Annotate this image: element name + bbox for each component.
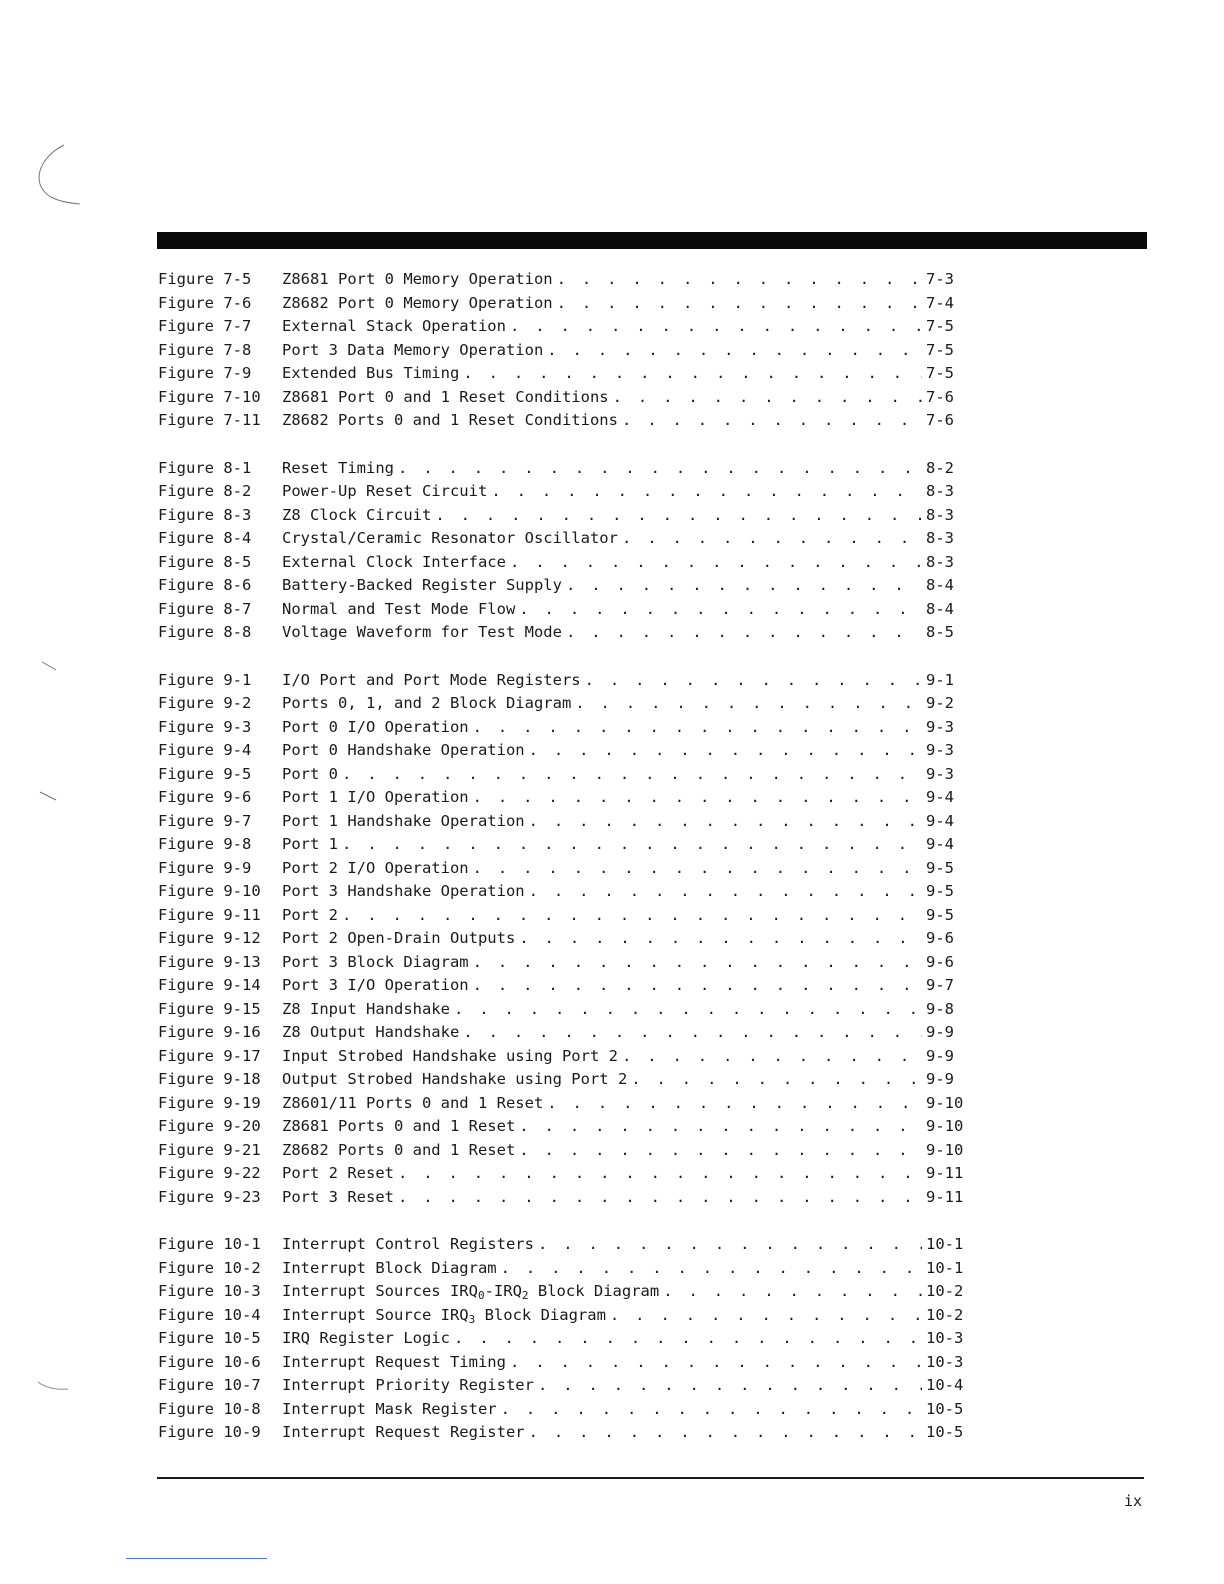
figure-number: Figure 8-8 xyxy=(158,623,252,641)
footer-rule xyxy=(157,1477,1144,1479)
figure-entry xyxy=(158,623,974,647)
figure-title: Extended Bus Timing xyxy=(282,364,460,382)
figure-entry xyxy=(158,388,974,412)
dot-leader xyxy=(519,1141,922,1159)
figure-title: Interrupt Priority Register xyxy=(282,1376,534,1394)
page-ref: 7-5 xyxy=(926,317,954,335)
figure-entry xyxy=(158,1023,974,1047)
figure-title: Z8 Input Handshake xyxy=(282,999,450,1018)
figure-number: Figure 7-11 xyxy=(158,411,261,429)
figure-entry xyxy=(158,694,974,718)
figure-number: Figure 10-6 xyxy=(158,1352,261,1371)
figure-title: Interrupt Mask Register xyxy=(282,1399,497,1418)
subscript: 2 xyxy=(521,1289,529,1302)
page-ref: 9-2 xyxy=(926,694,954,712)
page-ref: 10-1 xyxy=(926,1235,964,1253)
figure-number: Figure 10-9 xyxy=(158,1423,261,1441)
figure-entry xyxy=(158,835,974,859)
margin-tick-mark xyxy=(40,660,60,674)
figure-entry xyxy=(158,1423,974,1447)
dot-leader xyxy=(501,1400,922,1418)
subscript: 3 xyxy=(468,1312,476,1326)
figure-title: Port 2 Reset xyxy=(282,1164,394,1182)
figure-entry xyxy=(158,1235,974,1259)
figure-number: Figure 9-2 xyxy=(158,694,252,712)
figure-number: Figure 9-19 xyxy=(158,1093,261,1112)
dot-leader xyxy=(529,812,922,830)
title-part: Interrupt Source IRQ xyxy=(282,1305,469,1324)
figure-title: Port 1 Handshake Operation xyxy=(282,811,525,830)
dot-leader xyxy=(631,1070,922,1088)
figure-number: Figure 7-8 xyxy=(158,340,252,359)
dot-leader xyxy=(491,482,922,500)
figure-number: Figure 10-1 xyxy=(158,1235,261,1253)
figure-number: Figure 9-10 xyxy=(158,882,261,900)
page-ref: 8-3 xyxy=(926,505,954,524)
page-ref: 10-5 xyxy=(926,1423,964,1441)
figure-title: Port 1 I/O Operation xyxy=(282,788,469,806)
figure-number: Figure 8-6 xyxy=(158,576,252,594)
dot-leader xyxy=(454,1000,922,1018)
figure-entry xyxy=(158,671,974,695)
figure-number: Figure 9-18 xyxy=(158,1070,261,1088)
figure-title xyxy=(282,1306,610,1324)
figure-group xyxy=(158,671,974,1212)
dot-leader xyxy=(510,317,922,335)
page-number: ix xyxy=(1124,1492,1143,1510)
figure-entry xyxy=(158,1188,974,1212)
figure-title: Z8681 Port 0 and 1 Reset Conditions xyxy=(282,387,609,406)
dot-leader xyxy=(510,553,922,571)
dot-leader xyxy=(454,1329,922,1347)
page-ref: 9-9 xyxy=(926,1023,954,1041)
figure-entry xyxy=(158,882,974,906)
figure-number: Figure 10-4 xyxy=(158,1305,261,1324)
page-ref: 9-6 xyxy=(926,929,954,947)
figure-entry xyxy=(158,294,974,318)
figure-entry xyxy=(158,270,974,294)
figure-number: Figure 9-5 xyxy=(158,764,252,783)
figure-entry xyxy=(158,411,974,435)
figure-entry xyxy=(158,553,974,577)
page-ref: 9-11 xyxy=(926,1187,964,1206)
figure-number: Figure 7-9 xyxy=(158,364,252,382)
dot-leader xyxy=(538,1376,922,1394)
dot-leader xyxy=(575,694,922,712)
figure-entry xyxy=(158,929,974,953)
page-ref: 9-4 xyxy=(926,788,954,806)
margin-tick-mark xyxy=(38,790,62,804)
figure-entry xyxy=(158,1306,974,1330)
figure-entry xyxy=(158,1117,974,1141)
page-ref: 10-2 xyxy=(926,1282,964,1300)
figure-number: Figure 9-23 xyxy=(158,1187,261,1206)
figure-number: Figure 9-15 xyxy=(158,999,261,1018)
dot-leader xyxy=(566,576,922,594)
page-ref: 9-8 xyxy=(926,999,954,1018)
figure-number: Figure 10-5 xyxy=(158,1329,261,1347)
dot-leader xyxy=(519,929,922,947)
figure-entry xyxy=(158,317,974,341)
dot-leader xyxy=(538,1235,922,1253)
figure-title: Voltage Waveform for Test Mode xyxy=(282,623,562,641)
figure-number: Figure 9-8 xyxy=(158,835,252,853)
figure-number: Figure 10-3 xyxy=(158,1282,261,1300)
figure-entry xyxy=(158,906,974,930)
figure-title: Interrupt Control Registers xyxy=(282,1235,534,1253)
figure-title: Battery-Backed Register Supply xyxy=(282,576,562,594)
figure-number: Figure 9-11 xyxy=(158,905,261,924)
dot-leader xyxy=(529,741,922,759)
figure-number: Figure 10-2 xyxy=(158,1258,261,1277)
figure-title: Port 3 Data Memory Operation xyxy=(282,340,544,359)
dot-leader xyxy=(547,341,922,359)
figure-entry xyxy=(158,1400,974,1424)
page-ref: 9-5 xyxy=(926,858,954,877)
dot-leader xyxy=(547,1094,922,1112)
page-ref: 9-6 xyxy=(926,952,954,971)
figure-title: Power-Up Reset Circuit xyxy=(282,482,488,500)
figure-title: Output Strobed Handshake using Port 2 xyxy=(282,1070,628,1088)
dot-leader xyxy=(610,1306,922,1324)
figure-entry xyxy=(158,1141,974,1165)
figure-title: Interrupt Request Register xyxy=(282,1423,525,1441)
dot-leader xyxy=(398,1188,922,1206)
figure-entry xyxy=(158,1094,974,1118)
figure-entry xyxy=(158,1329,974,1353)
figure-title: Crystal/Ceramic Resonator Oscillator xyxy=(282,529,618,547)
page-ref: 9-10 xyxy=(926,1140,964,1159)
figure-title: Port 2 xyxy=(282,905,338,924)
page-ref: 9-10 xyxy=(926,1117,964,1135)
figure-number: Figure 7-6 xyxy=(158,293,252,312)
title-part: Block Diagram xyxy=(475,1305,606,1324)
dot-leader xyxy=(473,788,922,806)
blue-underline-artifact xyxy=(126,1558,267,1559)
dot-leader xyxy=(342,765,922,783)
figure-title: Z8601/11 Ports 0 and 1 Reset xyxy=(282,1093,544,1112)
figure-title: Port 2 I/O Operation xyxy=(282,858,469,877)
dot-leader xyxy=(398,459,922,477)
figure-title: Port 2 Open-Drain Outputs xyxy=(282,929,516,947)
figure-title: External Clock Interface xyxy=(282,552,506,571)
figure-number: Figure 8-4 xyxy=(158,529,252,547)
figure-entry xyxy=(158,859,974,883)
figure-number: Figure 9-13 xyxy=(158,952,261,971)
figure-entry xyxy=(158,1000,974,1024)
figure-number: Figure 8-7 xyxy=(158,599,252,618)
dot-leader xyxy=(519,600,922,618)
figure-number: Figure 8-3 xyxy=(158,505,252,524)
figure-title: Port 3 Block Diagram xyxy=(282,952,469,971)
figure-entry xyxy=(158,788,974,812)
margin-tick-mark xyxy=(36,1380,70,1392)
dot-leader xyxy=(473,953,922,971)
page-ref: 10-1 xyxy=(926,1258,964,1277)
figure-entry xyxy=(158,718,974,742)
page-ref: 9-3 xyxy=(926,741,954,759)
figure-number: Figure 8-5 xyxy=(158,552,252,571)
figure-entry xyxy=(158,741,974,765)
page-ref: 10-2 xyxy=(926,1305,964,1324)
figure-number: Figure 9-7 xyxy=(158,811,252,830)
subscript: 0 xyxy=(477,1289,485,1302)
figure-number: Figure 9-6 xyxy=(158,788,252,806)
page-ref: 8-3 xyxy=(926,482,954,500)
figure-number: Figure 10-7 xyxy=(158,1376,261,1394)
figure-entry xyxy=(158,812,974,836)
figure-title: External Stack Operation xyxy=(282,317,506,335)
figure-title: Port 0 I/O Operation xyxy=(282,717,469,736)
figure-title xyxy=(282,1282,663,1300)
figure-title: Port 1 xyxy=(282,835,338,853)
figure-number: Figure 8-2 xyxy=(158,482,252,500)
dot-leader xyxy=(463,1023,922,1041)
page-ref: 7-6 xyxy=(926,411,954,429)
dot-leader xyxy=(622,1047,922,1065)
figure-title: Z8 Clock Circuit xyxy=(282,505,432,524)
figure-entry xyxy=(158,1376,974,1400)
page-ref: 9-5 xyxy=(926,882,954,900)
title-part: Block Diagram xyxy=(528,1282,660,1300)
dot-leader xyxy=(663,1282,922,1300)
header-bar xyxy=(157,232,1147,249)
dot-leader xyxy=(473,718,922,736)
page-ref: 9-1 xyxy=(926,670,954,689)
figure-title: Input Strobed Handshake using Port 2 xyxy=(282,1046,618,1065)
dot-leader xyxy=(342,906,922,924)
dot-leader xyxy=(622,529,922,547)
page-ref: 10-5 xyxy=(926,1399,964,1418)
page-ref: 8-2 xyxy=(926,458,954,477)
dot-leader xyxy=(463,364,922,382)
figure-entry xyxy=(158,600,974,624)
dot-leader xyxy=(398,1164,922,1182)
figure-number: Figure 9-21 xyxy=(158,1140,261,1159)
figure-list xyxy=(158,270,974,1447)
page-ref: 7-5 xyxy=(926,340,954,359)
dot-leader xyxy=(613,388,922,406)
figure-number: Figure 7-10 xyxy=(158,387,261,406)
figure-title: Z8682 Port 0 Memory Operation xyxy=(282,293,553,312)
dot-leader xyxy=(510,1353,922,1371)
page-ref: 9-11 xyxy=(926,1164,964,1182)
figure-entry xyxy=(158,765,974,789)
page-ref: 7-3 xyxy=(926,270,954,288)
figure-number: Figure 9-22 xyxy=(158,1164,261,1182)
figure-number: Figure 9-3 xyxy=(158,717,252,736)
figure-entry xyxy=(158,1259,974,1283)
figure-entry xyxy=(158,459,974,483)
figure-entry xyxy=(158,529,974,553)
figure-entry xyxy=(158,341,974,365)
figure-title: Normal and Test Mode Flow xyxy=(282,599,516,618)
figure-number: Figure 9-17 xyxy=(158,1046,261,1065)
figure-title: Ports 0, 1, and 2 Block Diagram xyxy=(282,694,572,712)
figure-title: Port 3 Reset xyxy=(282,1187,394,1206)
figure-number: Figure 8-1 xyxy=(158,458,252,477)
figure-group xyxy=(158,270,974,435)
binding-hole-mark xyxy=(34,140,84,210)
figure-entry xyxy=(158,976,974,1000)
dot-leader xyxy=(435,506,922,524)
figure-number: Figure 7-7 xyxy=(158,317,252,335)
figure-entry xyxy=(158,364,974,388)
figure-title: Port 3 Handshake Operation xyxy=(282,882,525,900)
figure-title: Port 3 I/O Operation xyxy=(282,976,469,994)
dot-leader xyxy=(557,294,922,312)
figure-number: Figure 9-1 xyxy=(158,670,252,689)
figure-number: Figure 7-5 xyxy=(158,270,252,288)
figure-group xyxy=(158,459,974,647)
figure-title: Reset Timing xyxy=(282,458,394,477)
title-part: Interrupt Sources IRQ xyxy=(282,1282,478,1300)
figure-title: Port 0 Handshake Operation xyxy=(282,741,525,759)
figure-title: Z8681 Ports 0 and 1 Reset xyxy=(282,1117,516,1135)
figure-title: Interrupt Block Diagram xyxy=(282,1258,497,1277)
figure-entry xyxy=(158,482,974,506)
page-ref: 8-3 xyxy=(926,552,954,571)
figure-entry xyxy=(158,1164,974,1188)
page-ref: 7-5 xyxy=(926,364,954,382)
page-ref: 9-3 xyxy=(926,764,954,783)
figure-entry xyxy=(158,1070,974,1094)
page-ref: 10-3 xyxy=(926,1329,964,1347)
page-ref: 9-5 xyxy=(926,905,954,924)
dot-leader xyxy=(473,859,922,877)
figure-number: Figure 9-14 xyxy=(158,976,261,994)
figure-title: I/O Port and Port Mode Registers xyxy=(282,670,581,689)
figure-title: Z8681 Port 0 Memory Operation xyxy=(282,270,553,288)
page-ref: 9-9 xyxy=(926,1046,954,1065)
page-ref: 9-4 xyxy=(926,835,954,853)
dot-leader xyxy=(529,1423,922,1441)
figure-entry xyxy=(158,576,974,600)
dot-leader xyxy=(473,976,922,994)
figure-title: Z8682 Ports 0 and 1 Reset xyxy=(282,1140,516,1159)
page-ref: 8-4 xyxy=(926,599,954,618)
figure-title: Interrupt Request Timing xyxy=(282,1352,506,1371)
dot-leader xyxy=(585,671,922,689)
page-ref: 8-5 xyxy=(926,623,954,641)
figure-entry xyxy=(158,506,974,530)
figure-title: Port 0 xyxy=(282,764,338,783)
figure-number: Figure 9-16 xyxy=(158,1023,261,1041)
page-ref: 7-6 xyxy=(926,387,954,406)
page-ref: 10-4 xyxy=(926,1376,964,1394)
figure-number: Figure 9-9 xyxy=(158,858,252,877)
figure-group xyxy=(158,1235,974,1447)
page-ref: 9-10 xyxy=(926,1093,964,1112)
figure-number: Figure 10-8 xyxy=(158,1399,261,1418)
dot-leader xyxy=(566,623,922,641)
figure-title: Z8682 Ports 0 and 1 Reset Conditions xyxy=(282,411,618,429)
title-part: -IRQ xyxy=(484,1282,522,1300)
page-ref: 8-4 xyxy=(926,576,954,594)
dot-leader xyxy=(342,835,922,853)
page-ref: 10-3 xyxy=(926,1352,964,1371)
page-ref: 8-3 xyxy=(926,529,954,547)
figure-title: IRQ Register Logic xyxy=(282,1329,450,1347)
figure-number: Figure 9-20 xyxy=(158,1117,261,1135)
dot-leader xyxy=(622,411,922,429)
dot-leader xyxy=(529,882,922,900)
page-ref: 9-3 xyxy=(926,717,954,736)
page-ref: 9-4 xyxy=(926,811,954,830)
figure-entry xyxy=(158,953,974,977)
dot-leader xyxy=(501,1259,922,1277)
figure-title: Z8 Output Handshake xyxy=(282,1023,460,1041)
page-ref: 9-9 xyxy=(926,1070,954,1088)
dot-leader xyxy=(519,1117,922,1135)
figure-entry xyxy=(158,1047,974,1071)
figure-entry xyxy=(158,1353,974,1377)
page-ref: 9-7 xyxy=(926,976,954,994)
figure-number: Figure 9-12 xyxy=(158,929,261,947)
dot-leader xyxy=(557,270,922,288)
figure-number: Figure 9-4 xyxy=(158,741,252,759)
figure-entry xyxy=(158,1282,974,1306)
page-ref: 7-4 xyxy=(926,293,954,312)
